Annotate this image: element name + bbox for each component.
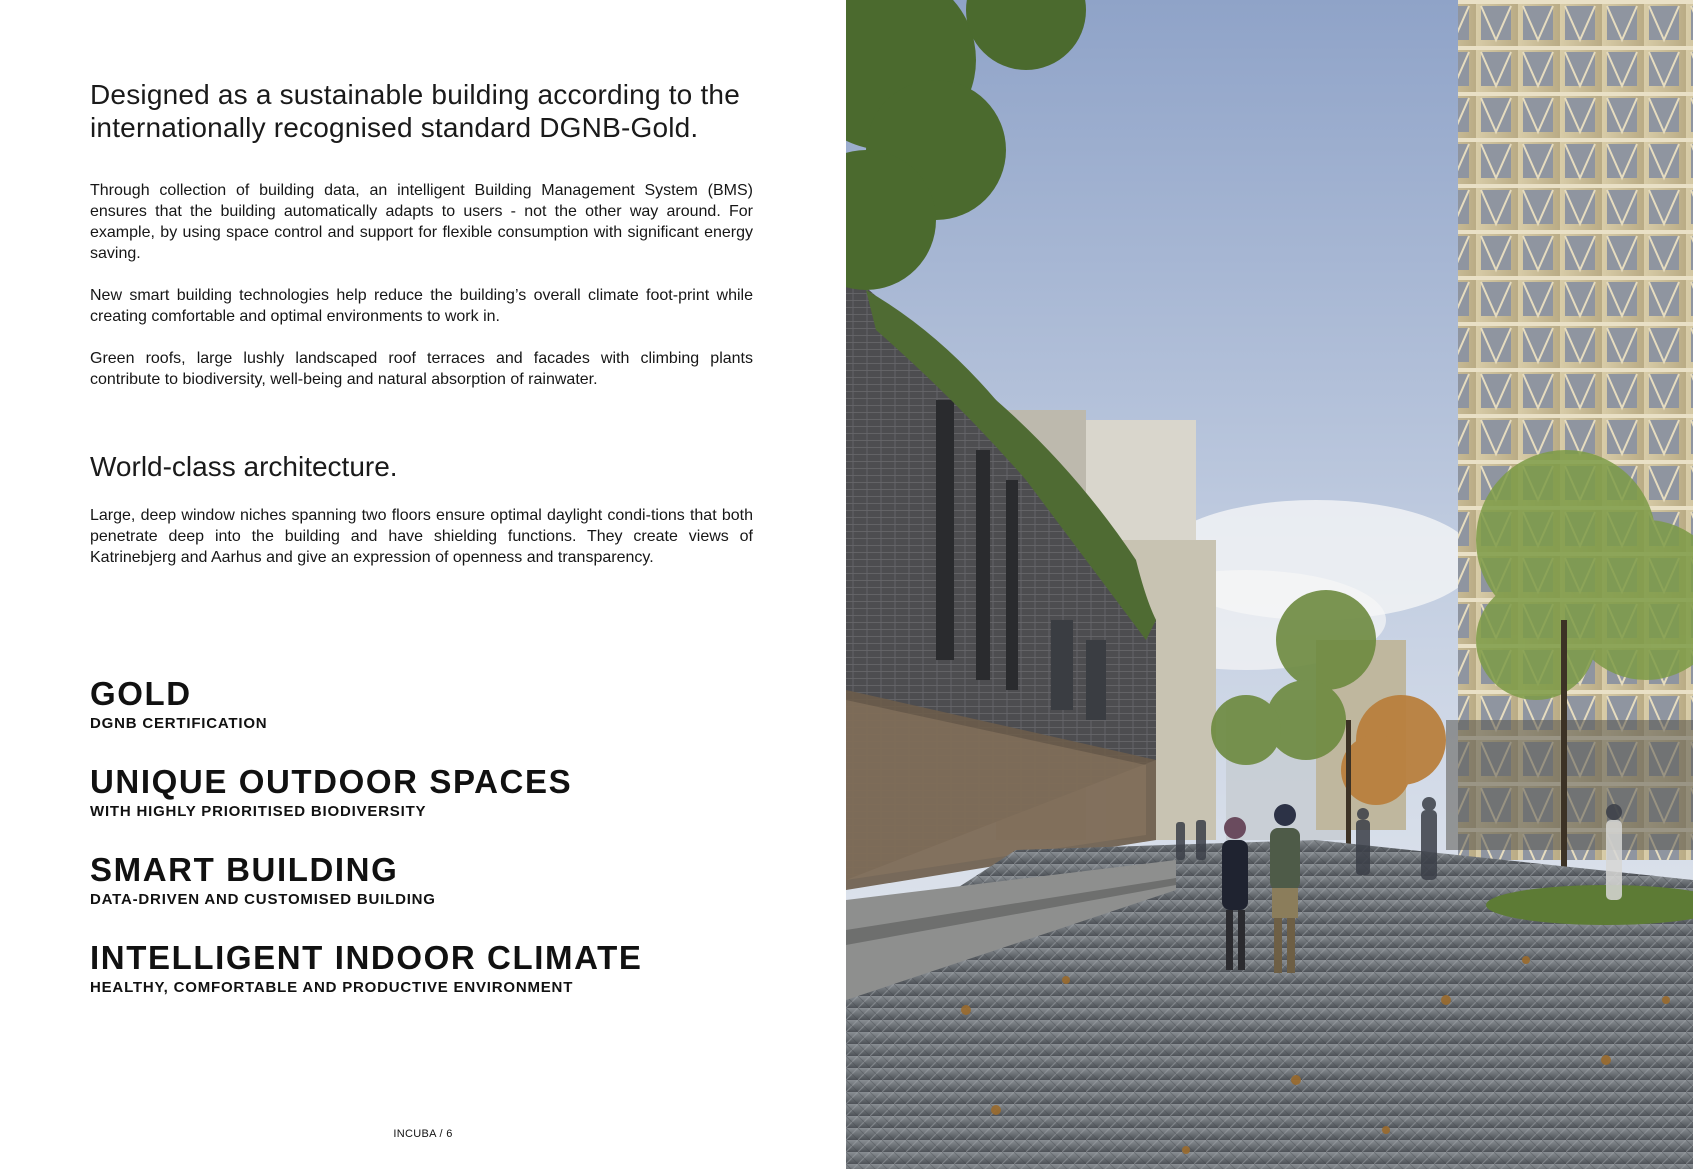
paragraph-architecture: Large, deep window niches spanning two floors ensure optimal daylight condi-tions that both penetrate deep into the building and have shielding functions. They create views of Katrinebjerg and Aarhus and give an expression of openness and transparency.: [90, 507, 753, 566]
highlight-title: SMART BUILDING: [90, 851, 399, 888]
intro-section: [90, 78, 753, 589]
highlights-list: [90, 675, 790, 1027]
lead-heading: Designed as a sustainable building according to the internationally recognised standard DGNB-Gold.: [90, 79, 740, 143]
paragraph-smart-tech: New smart building technologies help reduce the building’s overall climate foot-print while creating comfortable and optimal environments to work in.: [90, 287, 753, 325]
page-number: INCUBA / 6: [393, 1128, 453, 1140]
highlight-item: [90, 851, 790, 909]
highlight-item: [90, 763, 790, 821]
paragraph-bms: Through collection of building data, an intelligent Building Management System (BMS) ensures that the building automatically adapts to users - not the other way around. For example, by using space control and support for flexible consumption with significant energy saving.: [90, 182, 753, 262]
architecture-heading: World-class architecture.: [90, 451, 398, 482]
highlight-subtitle: DATA-DRIVEN AND CUSTOMISED BUILDING: [90, 891, 436, 908]
highlight-subtitle: DGNB CERTIFICATION: [90, 715, 268, 732]
highlight-title: INTELLIGENT INDOOR CLIMATE: [90, 939, 643, 976]
highlight-title: GOLD: [90, 675, 192, 712]
highlight-subtitle: WITH HIGHLY PRIORITISED BIODIVERSITY: [90, 803, 427, 820]
street-rendering-image: [846, 0, 1693, 1169]
highlight-item: [90, 939, 790, 997]
paragraph-green-roofs: Green roofs, large lushly landscaped roof terraces and facades with climbing plants contribute to biodiversity, well-being and natural absorption of rainwater.: [90, 350, 753, 388]
text-page: [0, 0, 846, 1169]
highlight-item: [90, 675, 790, 733]
highlight-subtitle: HEALTHY, COMFORTABLE AND PRODUCTIVE ENVIRONMENT: [90, 979, 574, 996]
highlight-title: UNIQUE OUTDOOR SPACES: [90, 763, 573, 800]
street-illustration: [846, 0, 1693, 1169]
